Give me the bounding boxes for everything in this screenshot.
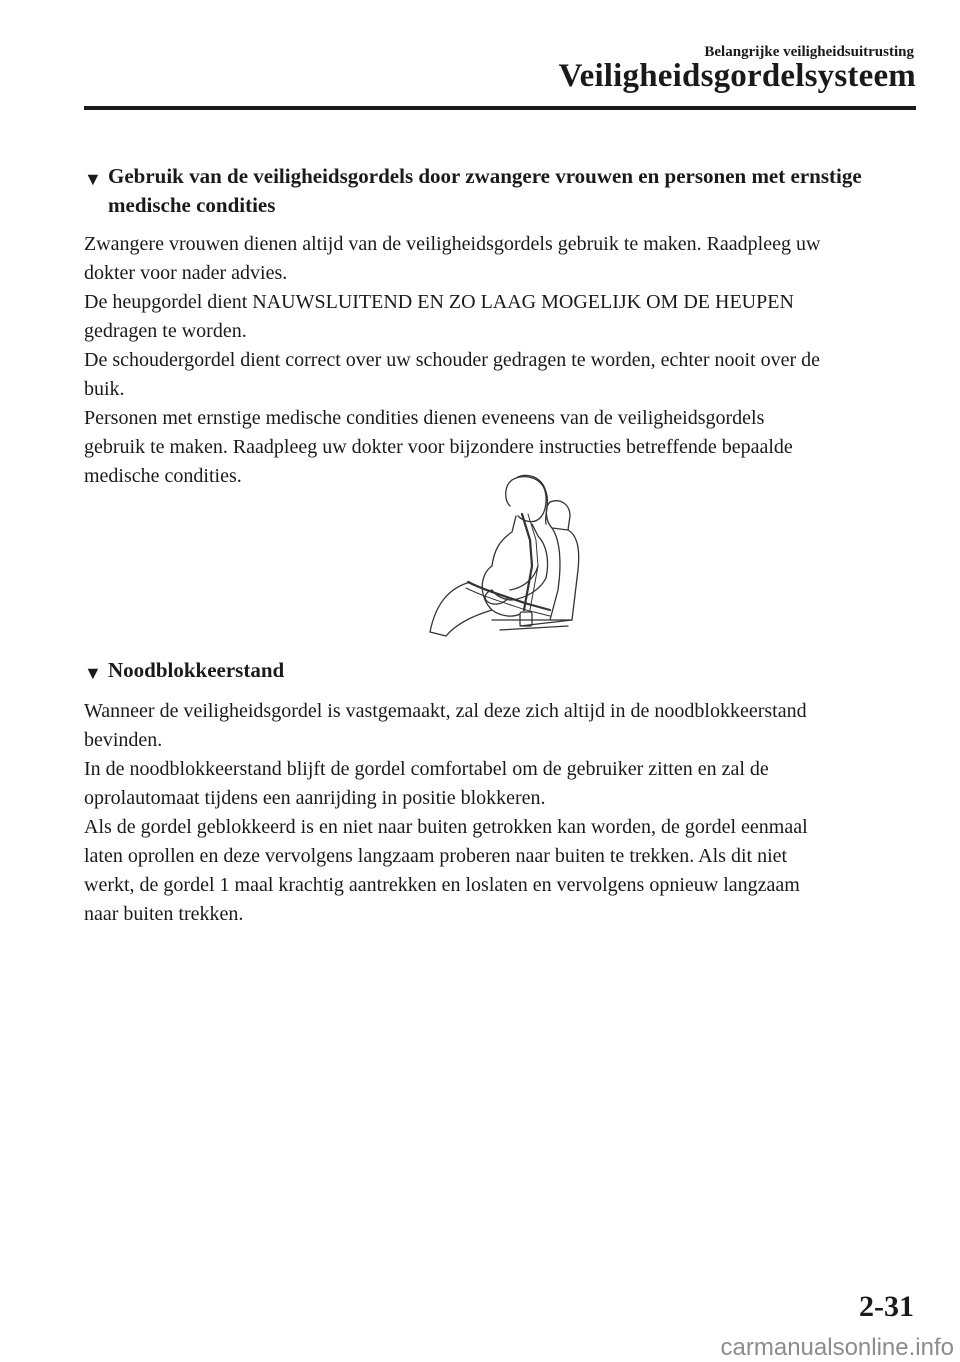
body-line: In de noodblokkeerstand blijft de gordel comfortabel om de gebruiker zitten en zal de: [84, 758, 769, 780]
section-emergency-locking: [84, 656, 920, 929]
header-divider: [84, 106, 916, 110]
body-line: werkt, de gordel 1 maal krachtig aantrekken en loslaten en vervolgens opnieuw langzaam: [84, 874, 800, 896]
body-line: naar buiten trekken.: [84, 903, 244, 925]
body-line: dokter voor nader advies.: [84, 262, 288, 284]
body-line: laten oprollen en deze vervolgens langzaam proberen naar buiten te trekken. Als dit niet: [84, 845, 788, 867]
body-line: Zwangere vrouwen dienen altijd van de veiligheidsgordels gebruik te maken. Raadpleeg uw: [84, 233, 821, 255]
body-line: Personen met ernstige medische condities dienen eveneens van de veiligheidsgordels: [84, 407, 765, 429]
pregnant-woman-seatbelt-icon: [400, 470, 590, 640]
body-line: bevinden.: [84, 729, 163, 751]
section-heading: [84, 656, 920, 685]
body-line: medische condities.: [84, 465, 242, 487]
body-line: oprolautomaat tijdens een aanrijding in positie blokkeren.: [84, 787, 546, 809]
section-pregnant-women: [84, 162, 920, 491]
body-line: buik.: [84, 378, 125, 400]
body-line: gebruik te maken. Raadpleeg uw dokter voor bijzondere instructies betreffende bepaalde: [84, 436, 793, 458]
chapter-title: Belangrijke veiligheidsuitrusting: [704, 44, 914, 60]
body-line: Als de gordel geblokkeerd is en niet naar buiten getrokken kan worden, de gordel eenmaal: [84, 816, 808, 838]
body-line: Wanneer de veiligheidsgordel is vastgemaakt, zal deze zich altijd in de noodblokkeerstand: [84, 700, 807, 722]
page-number: 2-31: [859, 1290, 914, 1323]
section-heading-text: Gebruik van de veiligheidsgordels door zwangere vrouwen en personen met ernstige medische condities: [108, 164, 862, 217]
section-heading-text: Noodblokkeerstand: [108, 658, 285, 682]
body-line: gedragen te worden.: [84, 320, 247, 342]
body-line: De heupgordel dient NAUWSLUITEND EN ZO LAAG MOGELIJK OM DE HEUPEN: [84, 291, 794, 313]
section-title: Veiligheidsgordelsysteem: [558, 58, 916, 94]
triangle-bullet-icon: ▼: [84, 663, 102, 683]
section-heading: [84, 162, 920, 220]
watermark-link[interactable]: carmanualsonline.info: [720, 1334, 954, 1361]
triangle-bullet-icon: ▼: [84, 169, 102, 189]
body-line: De schoudergordel dient correct over uw schouder gedragen te worden, echter nooit over de: [84, 349, 821, 371]
